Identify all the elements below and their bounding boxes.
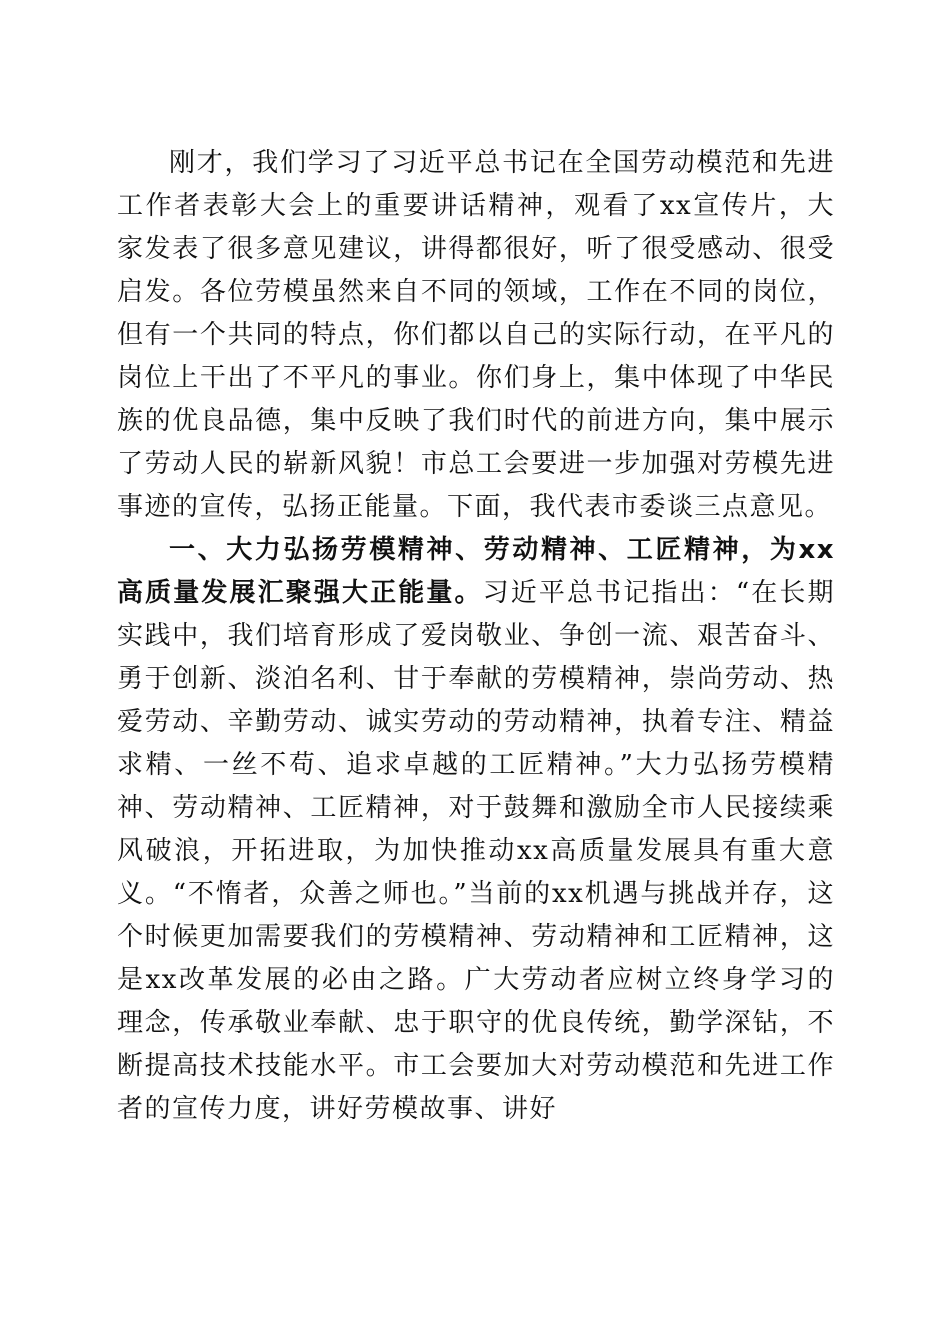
document-body bbox=[117, 142, 835, 1131]
paragraph-opening: 刚才，我们学习了习近平总书记在全国劳动模范和先进工作者表彰大会上的重要讲话精神，观看了xx宣传片，大家发表了很多意见建议，讲得都很好，听了很受感动、很受启发。各位劳模虽然来自不同的领域，工作在不同的岗位，但有一个共同的特点，你们都以自己的实际行动，在平凡的岗位上干出了不平凡的事业。你们身上，集中体现了中华民族的优良品德，集中反映了我们时代的前进方向，集中展示了劳动人民的崭新风貌！市总工会要进一步加强对劳模先进事迹的宣传，弘扬正能量。下面，我代表市委谈三点意见。 bbox=[117, 148, 835, 522]
section-1-heading: 一、大力弘扬劳模精神、劳动精神、工匠精神，为xx高质量发展汇聚强大正能量。 bbox=[117, 535, 835, 608]
paragraph-section-1 bbox=[117, 529, 835, 1131]
section-1-body: 习近平总书记指出：“在长期实践中，我们培育形成了爱岗敬业、争创一流、艰苦奋斗、勇于创新、淡泊名利、甘于奉献的劳模精神，崇尚劳动、热爱劳动、辛勤劳动、诚实劳动的劳动精神，执着专注、精益求精、一丝不苟、追求卓越的工匠精神。”大力弘扬劳模精神、劳动精神、工匠精神，对于鼓舞和激励全市人民接续乘风破浪，开拓进取，为加快推动xx高质量发展具有重大意义。“不惰者，众善之师也。”当前的xx机遇与挑战并存，这个时候更加需要我们的劳模精神、劳动精神和工匠精神，这是xx改革发展的必由之路。广大劳动者应树立终身学习的理念，传承敬业奉献、忠于职守的优良传统，勤学深钻，不断提高技术技能水平。市工会要加大对劳动模范和先进工作者的宣传力度，讲好劳模故事、讲好 bbox=[117, 578, 835, 1124]
